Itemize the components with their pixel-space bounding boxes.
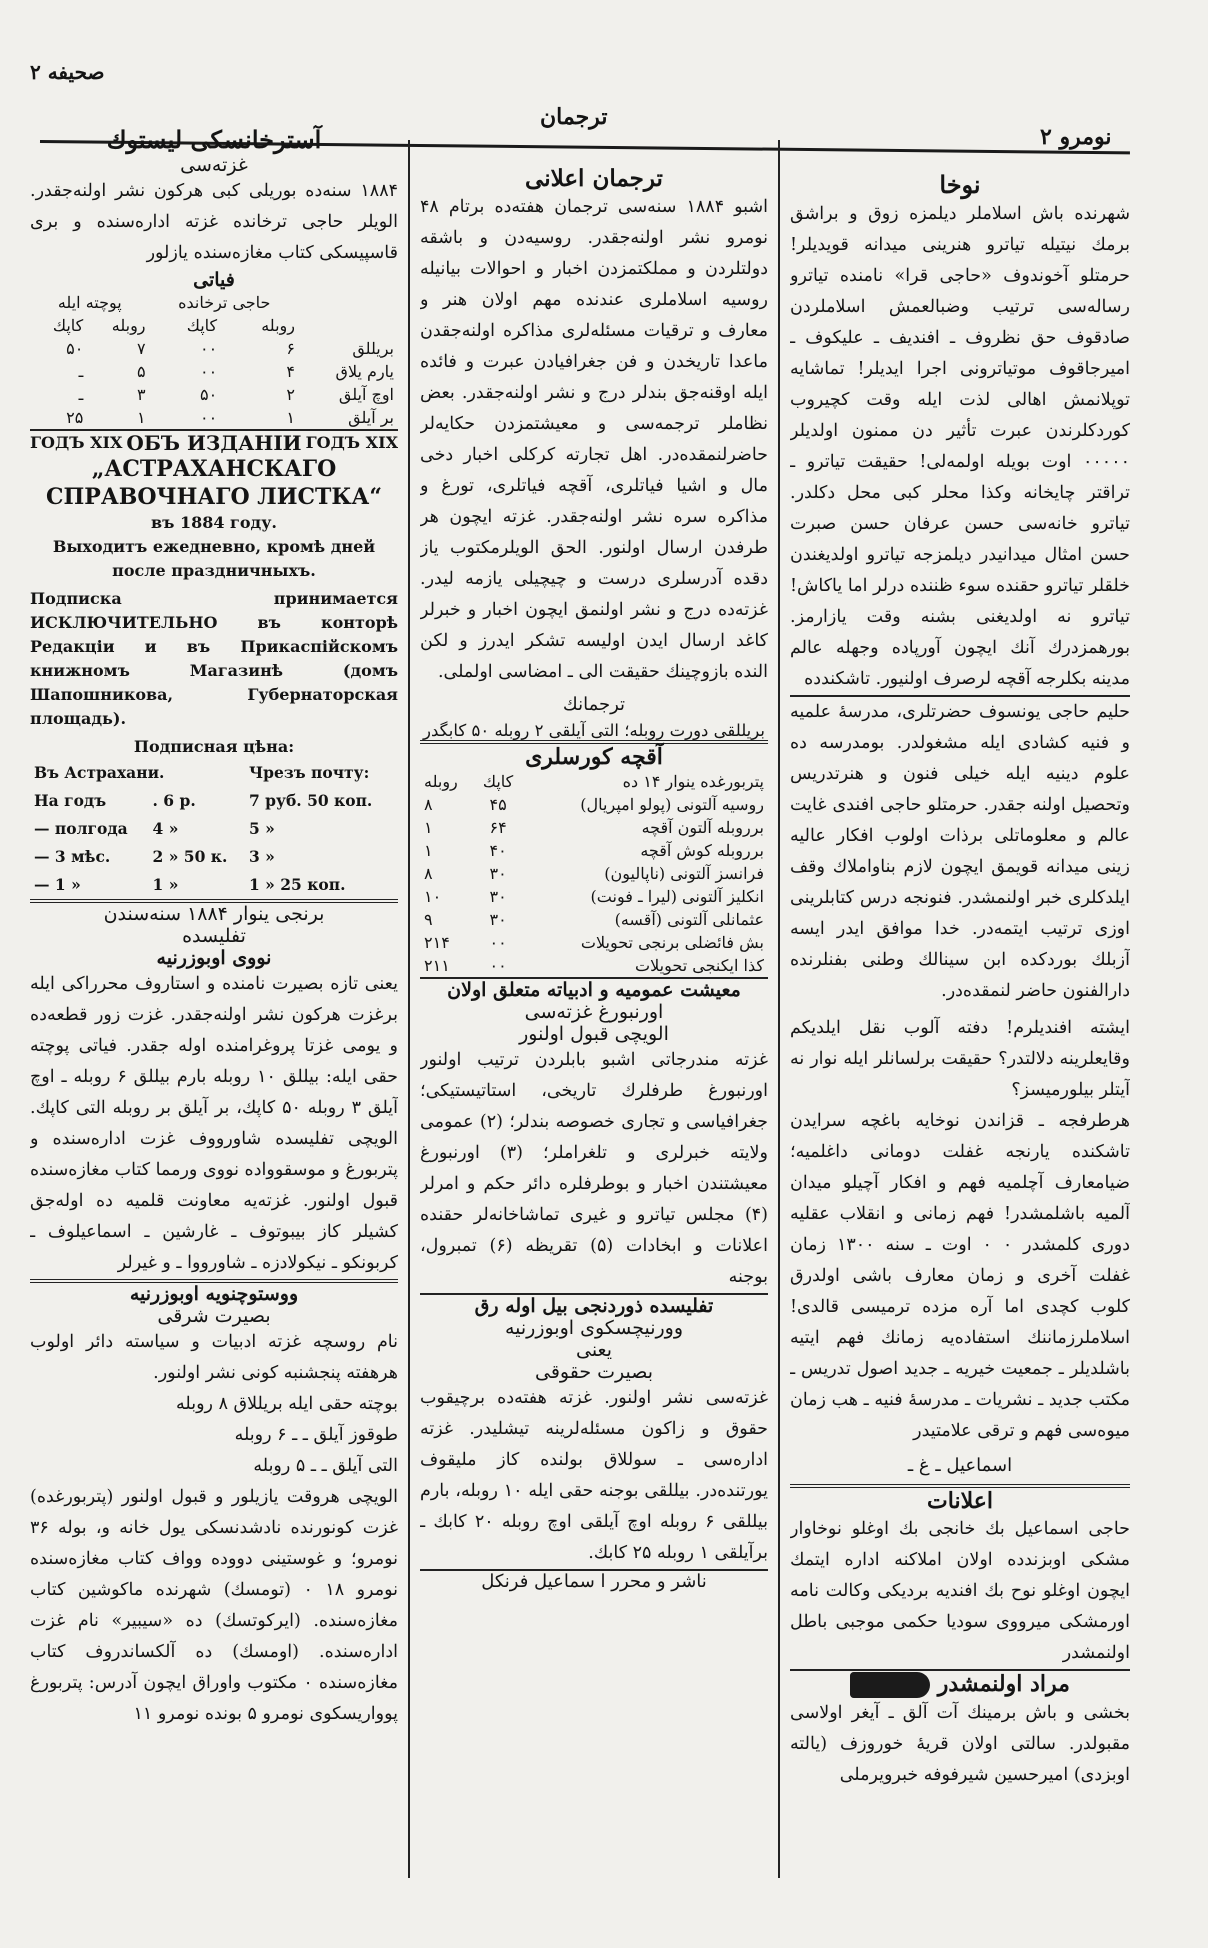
paper-name-header: ترجمان: [540, 104, 608, 130]
law-section-title: تفلیسده ذوردنجی بیل اوله رق: [474, 1295, 714, 1317]
column-rule-right: [778, 140, 780, 1878]
rates-date: پتربورغده ینوار ۱۴ ده: [622, 772, 764, 791]
ads-title: اعلانات: [927, 1488, 993, 1514]
center-title: ترجمان اعلانی: [525, 165, 663, 192]
center-column: [420, 165, 768, 1888]
table-row: — 1 » 1 » 1 » 25 коп.: [34, 875, 346, 894]
ru-year-right: ГОДЪ XIX: [305, 433, 398, 452]
exchange-rates-title: آقچه کورسلری: [525, 744, 663, 770]
ru-daily: Выходитъ ежедневно, кромѣ дней после праздничныхъ.: [52, 537, 376, 580]
ru-price-title: Подписная цѣна:: [133, 737, 295, 756]
right-column: [790, 170, 1130, 1888]
law-paper-meaning: یعنی: [575, 1339, 613, 1361]
east-paper-title: ووستوچنویه اوبوزرنیه: [129, 1283, 299, 1305]
article-title-nukha: نوخا: [939, 170, 981, 199]
table-row: روبله کاپك روبله کاپك: [52, 316, 295, 335]
article-body-2: حلیم حاجی یونسوف حضرتلری، مدرسهٔ علمیه و فنیه کشادی ایله مشغولدر. بومدرسه ده علوم دینیه ایله خیلی فنون و هنرتدریس وتحصیل اولنه جقدر. حرمتلو حاجی افندی غایت عالم و معلوماتلی برذات اولوب افکار عالیه زینی میدانه قویمق ایچون لازم بناواملاك وقف ایلدکلری خبر اولنمشدر. فنونجه درس کتابلرینی اوزی ترتیب ایتمه‌در. خدا موافق ایدر ایسه آزبلك بوردکده ابن سینالك وطنی بفنلرنده دارالفنون حاضر لنمقده‌در.: [790, 702, 1130, 1001]
table-row: На годъ . 6 р. 7 руб. 50 коп.: [34, 791, 373, 810]
ru-year-left: ГОДЪ XIX: [30, 433, 123, 452]
east-price-3: التی آیلق ـ ـ ۵ روبله: [253, 1456, 398, 1476]
table-row: حاجی ترخانده پوچته ایله: [57, 293, 271, 312]
ru-price-table: [30, 759, 398, 899]
table-row: [420, 770, 768, 793]
wanted-title: مراد اولنمشدر: [790, 1671, 1130, 1698]
table-row: بر آیلق ۱ ۰۰ ۱ ۲۵: [66, 408, 394, 427]
article-body-1: شهرنده باش اسلاملر دیلمزه زوق و براشق برمك نیتیله تیاترو هنرینی میدانه قویدیلر! حرمتلو آخوندوف «حاجی قرا» نامنده تیاترو رساله‌سی ترتیب وضبالعمش اسلاملردن صادقوف حق نظروف ـ افندیف ـ علیکوف ـ امیرجاقوف موتیاترونی اجرا ایدیلر! تماشایه توپلانمش اهالی لذت ایله وقت کچیروب کوردکلرندن عبرت تأثیر دن ممنون اولدیلر ۰۰۰۰۰ اوت بویله اولمه‌لی! حقیقت تیاترو ـ تراقتر چایخانه وکذا محلر کبی محل دکلدر. تیاترو خانه‌سی حسن عرفان حسن صبرت حسن امثال میدانیدر دیلمزجه تیاترو اولدیغندن خلقلر تیاترو حقنده سوء ظننده درلر اما یاکاش! تیاترو نه اولدیغنی بشنه وقت یازارمز. بورهمزدرك آنك ایچون آورپاده وجهله عالم مدینه بکلرجه آقچه لرصرف اولنیور. تاشکندده: [790, 204, 1130, 689]
tiflis-paper-title: نووی اوبوزرنیه: [156, 947, 272, 969]
east-price-1: بوچته حقی ایله بریللاق ۸ روبله: [176, 1394, 398, 1414]
orenburg-paper-name: اورنبورغ غزته‌سی: [524, 1001, 664, 1023]
table-row: — полгода 4 » 5 »: [34, 819, 275, 838]
table-row: انکلیز آلتونی (لیرا ـ فونت) ۳۰ ۱۰: [424, 887, 764, 906]
table-row: عثمانلی آلتونی (آقسه) ۳۰ ۹: [424, 910, 764, 929]
ru-paper-title: „АСТРАХАНСКАГО СПРАВОЧНАГО ЛИСТКА“: [45, 456, 382, 510]
table-row: Въ Астрахани. Чрезъ почту:: [34, 763, 370, 782]
astrakhan-subtitle: غزته‌سی: [180, 154, 248, 176]
orenburg-subscriptions: الویچی قبول اولنور: [519, 1023, 669, 1045]
exchange-rates-table: [420, 770, 768, 977]
col-header-ruble: روبله: [424, 772, 458, 791]
col-header-kopek: کاپك: [482, 772, 514, 791]
orenburg-body: غزته مندرجاتی اشبو بابلردن ترتیب اولنور اورنبورغ طرفلرك تاریخی، استاتیستیکی؛ جغرافیاسی و تجاری خصوصه بندلر؛ (۲) عمومی ولایته خبرلری و تلغراملر؛ (۳) اورنبورغ معیشتندن اخبار و بوطرفلره دائر حکم و امرلر (۴) مجلس تیاترو و غیری تماشاخانه‌لر حقنده اعلانات و ابخادات (۵) تقریظه (۶) تمبرول، بوجنه: [420, 1050, 768, 1287]
astrakhan-price-table: [30, 291, 398, 429]
orenburg-section-title: معیشت عمومیه و ادبیاته متعلق اولان: [447, 979, 741, 1001]
table-row: برروبله آلتون آقچه ۶۴ ۱: [424, 818, 764, 837]
east-price-2: طوقوز آیلق ـ ـ ۶ روبله: [234, 1425, 398, 1445]
subscription-price: بریللقی دورت روبله؛ التی آیلقی ۲ روبله ۵۰ کابگدر: [423, 721, 765, 740]
article-signature: اسماعیل ـ غ ـ: [907, 1455, 1013, 1476]
table-row: یارم یلاق ۴ ۰۰ ۵ ـ: [78, 362, 394, 381]
table-row: کذا ایکنجی تحویلات ۰۰ ۲۱۱: [424, 956, 764, 975]
left-column: [30, 125, 398, 1888]
article-body-4: هرطرفجه ـ قزاندن نوخایه باغچه سرایدن تاشکنده یارنجه غفلت دومانی داغلمیه؛ ضیامعارف آچلمیه فهم و افکار آچیلو میدان آلمیه باشلمشدر! فهم زمانی و انقلاب عقلیه دوری کلمشدر ۰ ۰ اوت ـ سنه ۱۳۰۰ زمان غفلت آخری و زمان معارف باشی اولدرق کلوب کچدی اما آره مزده ترمیسی قالدی! اسلاملرزماننك استفاده‌یه زمانك فهم ایتیه باشلدیلر ـ جمعیت خیریه ـ جدید اصول تدریس ـ مکتب جدید ـ نشریات ـ مدرسهٔ فنیه ـ هب زمان میوه‌سی فهم و ترقی علامتیدر: [790, 1111, 1130, 1441]
ads-body: حاجی اسماعیل بك خانجی بك اوغلو نوخاوار مشکی اوبزندده اولان املاکنه اداره ایتمك ایچون اوغلو نوح بك افندیه بردیکی وکالت نامه اورمشکی میرووی سودیا حکمی موجبی باطل اولنمشدر: [790, 1519, 1130, 1663]
east-paper-subtitle: بصیرت شرقی: [157, 1305, 271, 1327]
table-row: برروبله کوش آقچه ۴۰ ۱: [424, 841, 764, 860]
east-body: نام روسچه غزته ادبیات و سیاسته دائر اولوب هرهفته پنجشنبه کونی نشر اولنور.: [30, 1332, 398, 1383]
announcement-body: اشبو ۱۸۸۴ سنه‌سی ترجمان هفته‌ده برتام ۴۸ نومرو نشر اولنه‌جقدر. روسیه‌دن و باشقه دولتلردن و مملکتمزدن اخبار و احوالات بیانیله روسیه اسلاملری عندنده مهم اولان هنر و معارف و ترقیات مسئله‌لری مذاکره اولنه‌جقدن ماعدا تاریخدن و فن جغرافیادن عبرت و فائده ایله اوقنه‌جق بندلر درج و نشر اولنه‌جقدر. بعض نظاملر ترجمه‌سی و معیشتمزدن حکایه‌لر حاضرلنمقده‌در. اهل تجارته کرکلی اخبار دخی مال و اشیا فیاتلری، آقچه فیاتلری، تورغ و مذاکره سره نشر اولنه‌جقدر. غزته ایچون هر طرفدن ارسال اولنور. الحق الویلرمکتوب یاز دقده آدرسلری درست و چیچیلی یازمه لیدر. غزته‌ده درج و نشر اولنمق ایچون اخبار و خبرلر کاغد ارسال ایدن اولیسه تشکر ایدرز و لکن النده بازوچینك حقیقت الی ـ امضاسی اولملی.: [420, 197, 768, 682]
russian-ad: [30, 431, 398, 899]
astrakhan-intro: ۱۸۸۴ سنه‌ده بوریلی کبی هرکون نشر اولنه‌جقدر. الویلر حاجی ترخانده غزته اداره‌سنده و بری قاسپیسکی کتاب مغازه‌سنده یازلور: [30, 181, 398, 263]
tiflis-date: برنجی ینوار ۱۸۸۴ سنه‌سندن: [103, 903, 325, 925]
publisher-footer: ناشر و محرر ا سماعیل فرنکل: [481, 1571, 707, 1592]
pointing-hand-icon: [850, 1672, 930, 1698]
issue-number: نومرو ۲: [1040, 124, 1112, 150]
astrakhan-title: آسترخانسکی لیستوك: [106, 125, 322, 154]
table-row: بریللق ۶ ۰۰ ۷ ۵۰: [66, 339, 394, 358]
tiflis-body: یعنی تازه بصیرت نامنده و استاروف محرراکی ایله برغزت هرکون نشر اولنه‌جقدر. غزت زور قطعه‌ده و یومی غزتا پروغرامنده اوله جقدر. فیاتی پوچته حقی ایله: بیللق ۱۰ روبله بارم بیللق ۶ روبله ـ اوچ آیلق ۳ روبله ۵۰ کاپك، بر آیلق بر روبله التی کاپك. الویچی تفلیسده شاورووف غزت اداره‌سنده و پتربورغ و موسقوواده نووی ورمما کتاب مغازه‌سنده قبول اولنور. غزته‌یه معاونت قلمیه ده اوله‌جق کشیلر کاز بیبوتوف ـ غارشین ـ اسماعیلوف ـ کربونکو ـ نیکولادزه ـ شاورووا ـ و غیرلر: [30, 974, 398, 1273]
law-paper-name: وورنیچسکوی اوبوزرنیه: [504, 1317, 684, 1339]
ru-subscription: Подписка принимается ИСКЛЮЧИТЕЛЬНО въ конторѣ Редакціи и въ Прикаспійскомъ книжномъ Магазинѣ (домъ Шапошникова, Губернаторская площадь).: [30, 589, 398, 728]
table-row: بش فائضلی برنجی تحویلات ۰۰ ۲۱۴: [424, 933, 764, 952]
announcement-signature: ترجمانك: [562, 694, 626, 715]
table-row: فرانسز آلتونی (ناپالیون) ۳۰ ۸: [424, 864, 764, 883]
page-number-left: صحیفه ۲: [30, 60, 105, 84]
table-row: اوچ آیلق ۲ ۵۰ ۳ ـ: [78, 385, 394, 404]
table-row: — 3 мѣс. 2 » 50 к. 3 »: [34, 847, 275, 866]
column-rule-left: [408, 140, 410, 1878]
east-body-2: الویچی هروقت یازیلور و قبول اولنور (پتربورغده) غزت کونورنده نادشدنسکی یول خانه و، بوله ۳۶ نومرو؛ و غوستینی دووده وواف کتاب مغازه‌سنده نومرو ۱۸ ۰ (تومسك) شهرنده ماکوشین کتاب مغازه‌سنده. (ایرکوتسك) ده «سیبیر» نام غزت اداره‌سنده. (اومسك) ده آلکساندروف کتاب مغازه‌سنده ۰ مکتوب واوراق ایچون آدرس: پتربورغ پوواریسکوی نومرو ۵ بونده نومرو ۱۱: [30, 1487, 398, 1724]
table-row: روسیه آلتونی (پولو امپریال) ۴۵ ۸: [424, 795, 764, 814]
price-title: فیاتی: [193, 269, 235, 291]
ru-about: ОБЪ ИЗДАНІИ: [126, 431, 302, 455]
tiflis-place: تفلیسده: [182, 925, 246, 947]
law-body: غزته‌سی نشر اولنور. غزته هفته‌ده برچیقوب حقوق و زاکون مسئله‌لرینه تیشلیدر. غزته اداره‌سی ـ سوللاق بولنده کاز ملیقوف یورتنده‌در. بیللقی بوجنه حقی ایله ۱۰ روبله، بارم بیللقی ۶ روبله اوچ آیلقی اوچ روبله ۲۰ کابك ـ برآیلقی ۱ روبله ۲۵ کابك.: [420, 1388, 768, 1563]
wanted-body: بخشی و باش برمینك آت آلق ـ آیغر اولاسی مقبولدر. سالتی اولان قریهٔ خوروزف (یالته اوبزدی) امیرحسین شیرفوفه خبرویرملی: [790, 1703, 1130, 1785]
ru-year: въ 1884 году.: [150, 513, 277, 532]
article-body-3: ایشته افندیلرم! دفته آلوب نقل ایلدیکم وقایعلرینه دلالتدر؟ حقیقت برلسانلر ایله نوار نه آیتلر بیلورمیسز؟: [790, 1018, 1130, 1100]
law-paper-translation: بصیرت حقوقی: [535, 1361, 653, 1383]
